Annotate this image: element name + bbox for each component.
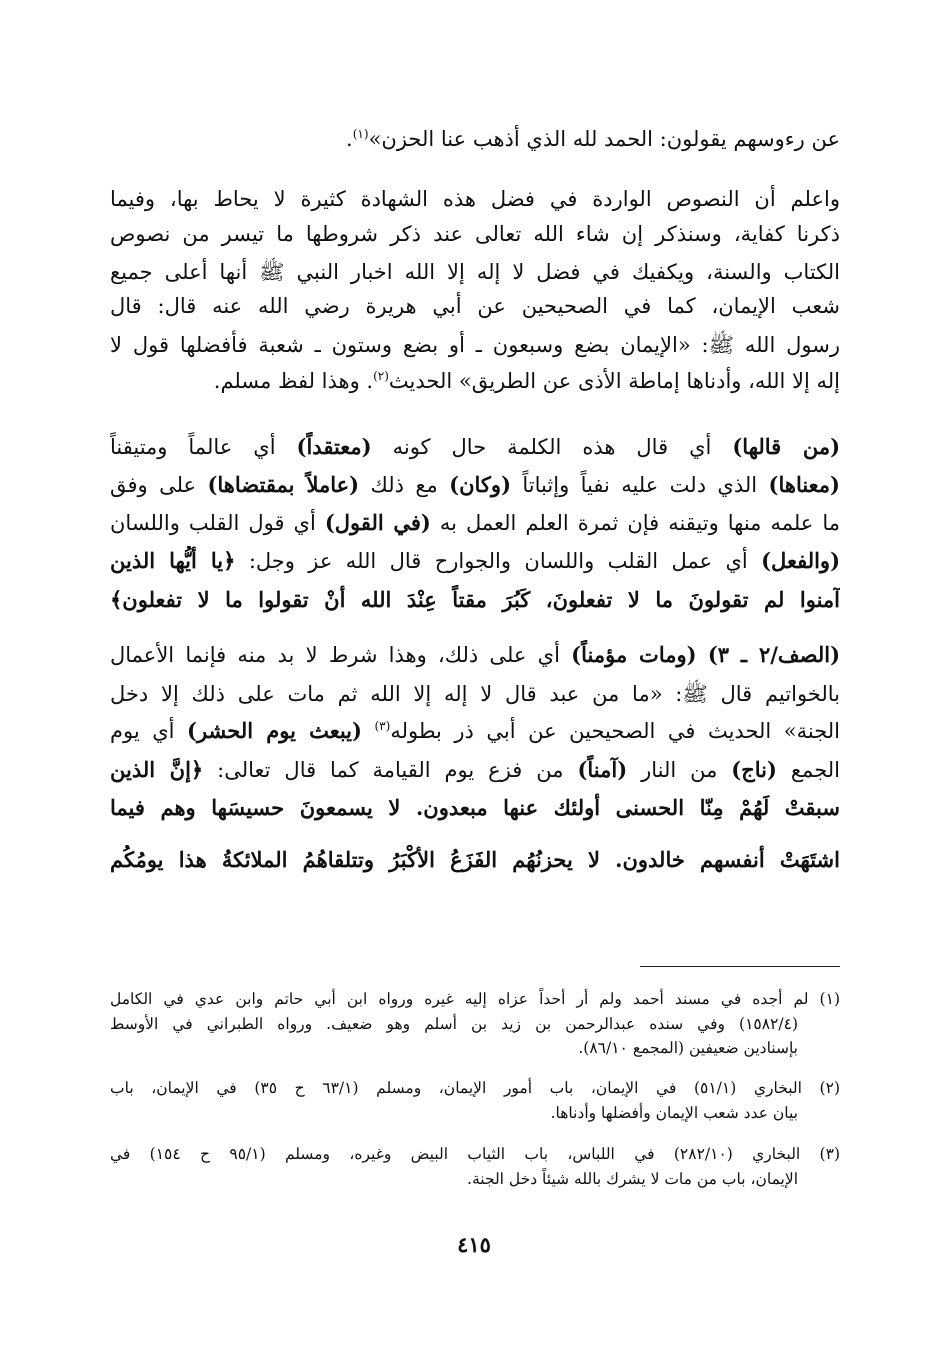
bold-phrase: سبقتْ لَهُمْ مِنّا الحسنى أولئك عنها مبعدون. لا يسمعونَ حسيسَها وهم فيما [110, 795, 840, 820]
text-run: رسول الله ﷺ: «الإيمان بضع وسبعون ـ أو بضع وستون ـ شعبة فأفضلها قول لا [110, 333, 840, 357]
bold-phrase: (معتقداً) [296, 434, 372, 459]
text-run: من النار [627, 758, 732, 782]
footnote-line: بيان عدد شعب الإيمان وأفضلها وأدناها. [550, 1104, 798, 1122]
text-run: شعب الإيمان، كما في الصحيحين عن أبي هريرة رضي الله عنه قال: قال [110, 294, 840, 318]
text-run: الجمع [776, 758, 840, 782]
text-line [110, 546, 840, 576]
text-run: أي قال هذه الكلمة حال كونه [371, 435, 733, 459]
text-run: الذي دلت عليه نفياً وإثباتاً [511, 473, 769, 497]
text-run: عن رءوسهم يقولون: الحمد لله الذي أذهب عنا الحزن» [368, 127, 840, 151]
text-run: الكتاب والسنة، ويكفيك في فضل لا إله إلا الله اخبار النبي ﷺ أنها أعلى جميع [110, 260, 840, 284]
text-run: أي على ذلك، وهذا شرط لا بد منه فإنما الأعمال [110, 643, 572, 667]
text-line [110, 124, 840, 154]
text-line [110, 470, 840, 500]
text-line [110, 679, 840, 709]
text-line [110, 716, 840, 746]
bold-phrase: (يبعث يوم الحشر) [187, 718, 362, 743]
text-line [110, 755, 840, 785]
text-line [110, 257, 840, 287]
bold-phrase: (ومات مؤمناً) [571, 642, 697, 667]
text-run: مع ذلك [359, 473, 450, 497]
text-line [110, 366, 840, 396]
text-run: واعلم أن النصوص الواردة في فضل هذه الشهادة كثيرة لا يحاط بها، وفيما [110, 187, 840, 211]
bold-phrase: ﴿يا أيُّها الذين [110, 548, 236, 573]
text-run: أي يوم [110, 719, 188, 743]
bold-phrase: (ناج) [731, 757, 777, 782]
bold-phrase: اشتَهَتْ أنفسهم خالدون. لا يحزنُهُم الفَزَعُ الأكْبَرُ وتتلقاهُمُ الملائكةُ هذا يومُكُم [110, 847, 840, 872]
bold-phrase: (وكان) [449, 472, 512, 497]
text-line [110, 291, 840, 321]
text-run [362, 719, 375, 743]
footnote-ref: (٢) [373, 369, 389, 383]
text-run: من فزع يوم القيامة كما قال تعالى: [203, 758, 578, 782]
bold-phrase: (آمناً) [577, 757, 628, 782]
text-run: ذكرنا كفاية، وسنذكر إن شاء الله تعالى عند ذكر شروطها ما تيسر من نصوص [110, 222, 840, 246]
footnote-line: الإيمان، باب من مات لا يشرك بالله شيئاً دخل الجنة. [467, 1170, 798, 1188]
footnote-separator [640, 966, 840, 967]
text-run: أي عمل القلب واللسان والجوارح قال الله عز وجل: [235, 549, 762, 573]
text-line [110, 640, 840, 670]
text-run: أي قول القلب واللسان [110, 511, 325, 535]
footnote-line: (٢) البخاري (٥١/١) في الإيمان، باب أمور الإيمان، ومسلم (٦٣/١ ح ٣٥) في الإيمان، باب [110, 1079, 840, 1097]
bold-phrase: (عاملاً بمقتضاها) [207, 472, 360, 497]
text-run: على وفق [110, 473, 208, 497]
footnote-line: (١) لم أجده في مسند أحمد ولم أر أحداً عزاه إليه غيره ورواه ابن أبي حاتم وابن عدي في الكامل [110, 990, 840, 1008]
text-run: . وهذا لفظ مسلم. [213, 369, 374, 393]
text-run: إله إلا الله، وأدناها إماطة الأذى عن الطريق» الحديث [388, 369, 840, 393]
bold-phrase: (معناها) [768, 472, 840, 497]
text-line [110, 508, 840, 538]
text-line [110, 330, 840, 360]
footnote-ref: (٣) [374, 719, 391, 733]
footnote-line: (٣) البخاري (٢٨٢/١٠) في اللباس، باب الثياب البيض وغيره، ومسلم (٩٥/١ ح ١٥٤) في [110, 1145, 840, 1163]
text-line [110, 793, 840, 823]
text-line [110, 585, 840, 615]
bold-phrase: ﴿إنَّ الذين [110, 757, 204, 782]
text-line [110, 845, 840, 875]
page-number: ٤١٥ [457, 1232, 491, 1257]
text-run: ما علمه منها وتيقنه فإن ثمرة العلم العمل به [430, 511, 840, 535]
footnote-line: بإسنادين ضعيفين (المجمع ٨٦/١٠). [578, 1039, 798, 1057]
footnote-line: (١٥٨٢/٤) وفي سنده عبدالرحمن بن زيد بن أسلم وهو ضعيف. ورواه الطبراني في الأوسط [110, 1015, 798, 1033]
footnote-ref: (١) [352, 127, 369, 141]
text-run: بالخواتيم قال ﷺ: «ما من عبد قال لا إله إلا الله ثم مات على ذلك إلا دخل [110, 682, 840, 706]
text-line [110, 184, 840, 214]
text-run [697, 643, 708, 667]
text-run: الجنة» الحديث في الصحيحين عن أبي ذر بطوله [390, 719, 840, 743]
bold-phrase: (في القول) [324, 510, 431, 535]
bold-phrase: آمنوا لم تقولونَ ما لا تفعلونَ، كَبُرَ مقتاً عِنْدَ الله أنْ تقولوا ما لا تفعلون﴾ [110, 587, 840, 612]
bold-phrase: (الصف/٢ ـ ٣) [707, 642, 840, 667]
text-run: . [346, 127, 353, 151]
bold-phrase: (والفعل) [761, 548, 840, 573]
text-line [110, 219, 840, 249]
text-run: أي عالماً ومتيقناً [110, 435, 297, 459]
bold-phrase: (من قالها) [732, 434, 840, 459]
text-line [110, 432, 840, 462]
